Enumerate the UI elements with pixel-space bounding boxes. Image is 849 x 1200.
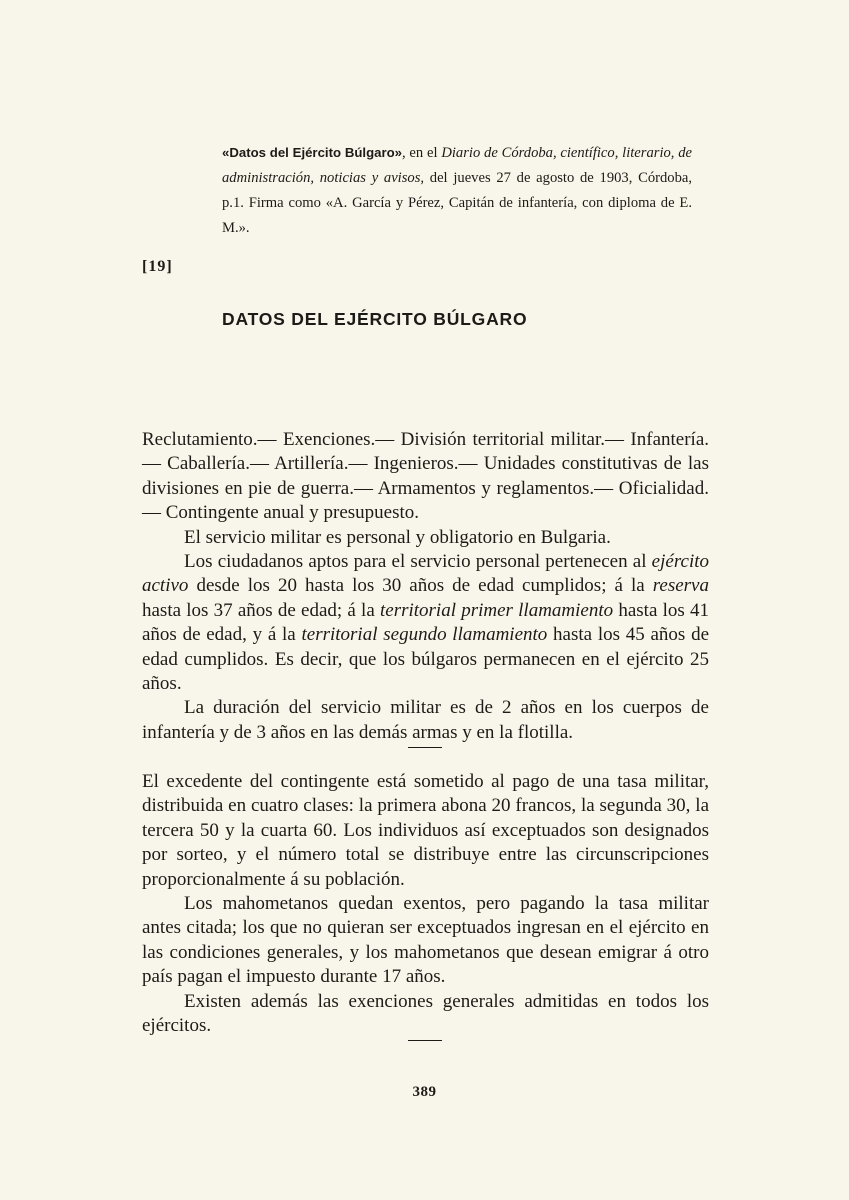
paragraph: La duración del servicio militar es de 2 años en los cuerpos de infantería y de 3 años en las demás armas y en la flotilla. [142,697,709,743]
italic-term: ejército activo [142,551,709,597]
source-note [222,140,692,241]
italic-term: reserva [652,575,709,597]
italic-term: territorial primer llamamiento [379,599,614,621]
document-title: DATOS DEL EJÉRCITO BÚLGARO [222,309,528,329]
paragraph [142,550,709,696]
paragraph: Los mahometanos quedan exentos, pero pagando la tasa militar antes citada; los que no quieran ser exceptuados ingresan en el ejército en las condiciones generales, y los mahometanos que desean emigrar á otro país pagan el impuesto durante 17 años. [142,893,709,988]
text-run: Los ciudadanos aptos para el servicio personal pertenecen al [184,551,652,573]
body-section-2 [142,770,709,1038]
paragraph: El servicio militar es personal y obligatorio en Bulgaria. [184,526,611,548]
summary-paragraph: Reclutamiento.— Exenciones.— División territorial militar.— Infantería.— Caballería.— Artillería.— Ingenieros.— Unidades constitutivas de las divisiones en pie de guerra.— Armamentos y reglamentos.— Oficialidad.— Contingente anual y presupuesto. [142,429,709,524]
source-newspaper: Diario de Córdoba, científico, literario, de administración, noticias y avisos, [222,145,693,186]
paragraph: El excedente del contingente está sometido al pago de una tasa militar, distribuida en cuatro clases: la primera abona 20 francos, la segunda 30, la tercera 50 y la cuarta 60. Los individuos así exceptuados son designados por sorteo, y el número total se distribuye entre las circunscripciones proporcionalmente á su población. [142,771,709,890]
section-divider [408,747,442,748]
text-run: hasta los 45 años de edad cumplidos. Es decir, que los búlgaros permanecen en el ejército 25 años. [142,624,709,695]
italic-term: territorial segundo llamamiento [301,624,548,646]
text-run: desde los 20 hasta los 30 años de edad cumplidos; á la [188,575,653,597]
paragraph: Existen además las exenciones generales admitidas en todos los ejércitos. [142,990,709,1037]
text-run: hasta los 41 años de edad, y á la [142,599,709,646]
document-number: [19] [142,258,173,275]
text-run: hasta los 37 años de edad; á la [142,599,380,621]
page-number: 389 [412,1084,437,1100]
source-text-1: , en el [401,145,442,161]
source-text-2: del jueves 27 de agosto de 1903, Córdoba, p.1. Firma como «A. García y Pérez, Capitán de infantería, con diploma de E. M.». [222,170,692,236]
source-article-title: «Datos del Ejército Búlgaro» [222,145,402,160]
section-divider [408,1040,442,1041]
body-section-1 [142,428,709,745]
